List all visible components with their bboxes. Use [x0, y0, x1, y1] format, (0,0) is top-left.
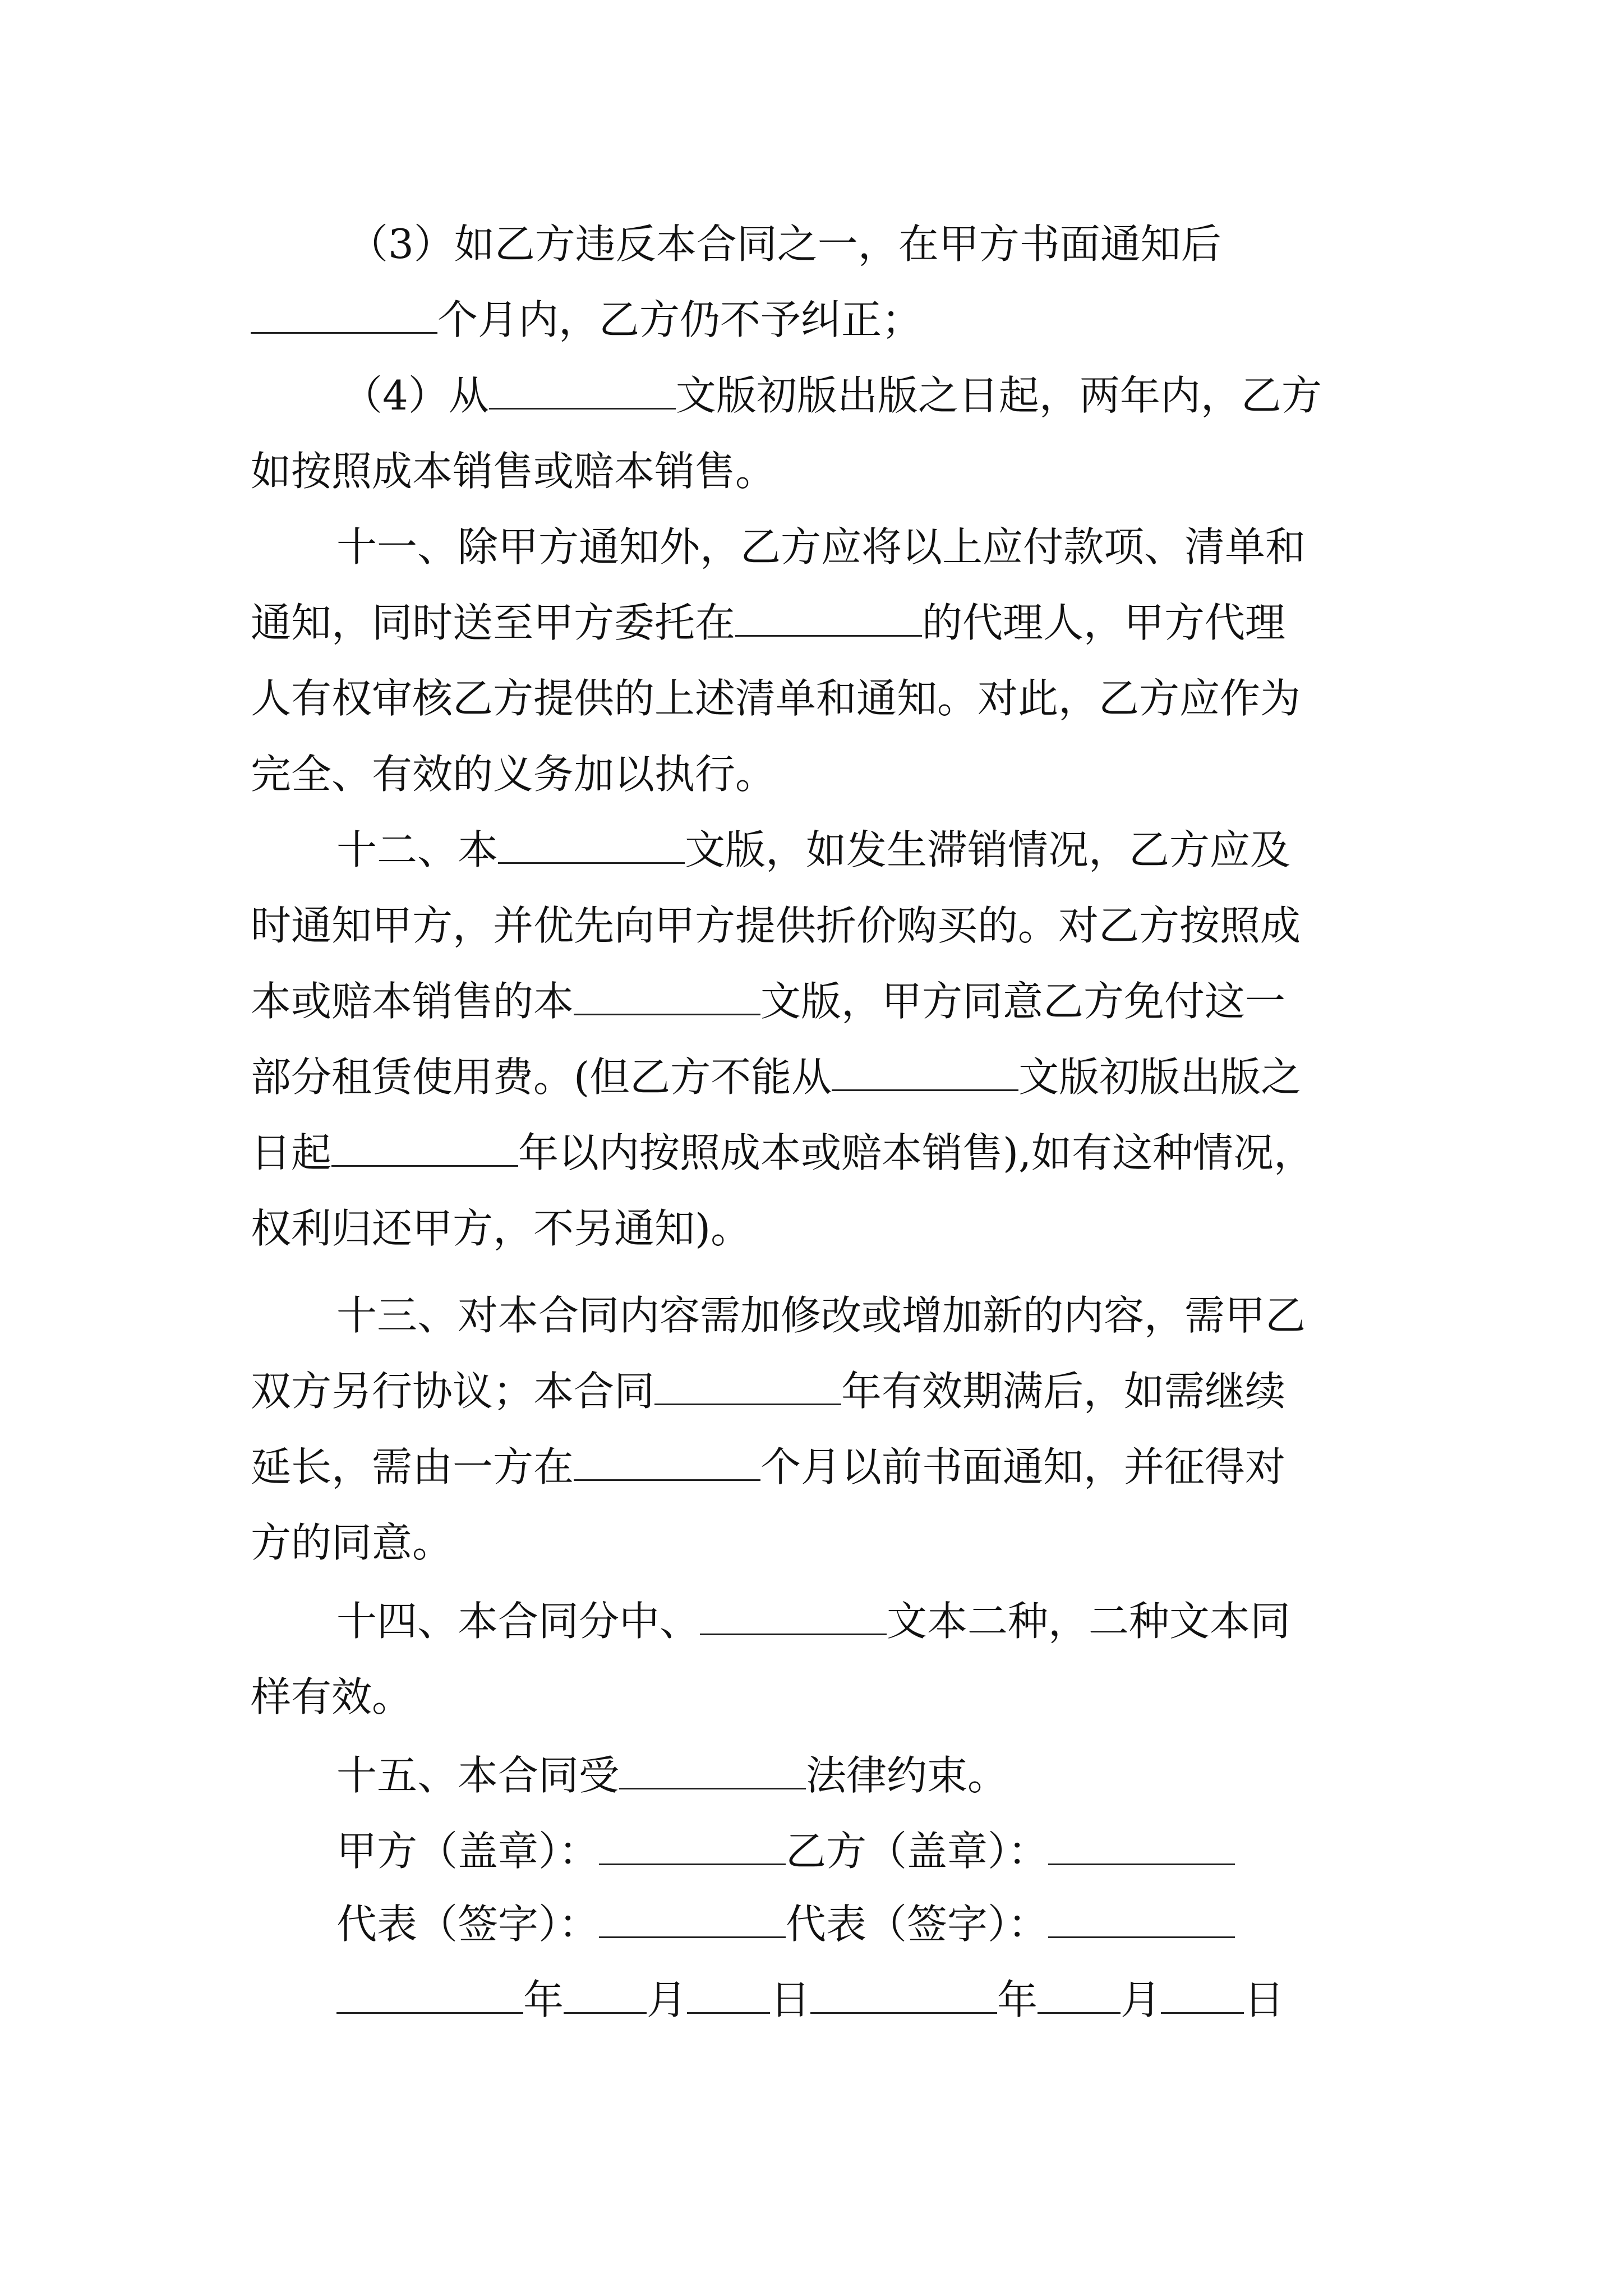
fill-in-blank[interactable] [574, 1448, 760, 1481]
fill-in-blank[interactable] [336, 1981, 523, 2014]
line-text: 日 [770, 1976, 811, 2023]
line-19 [336, 1590, 1374, 1652]
fill-in-blank[interactable] [599, 1905, 786, 1938]
line-text: 年 [997, 1976, 1038, 2023]
fill-in-blank[interactable] [1048, 1905, 1235, 1938]
line-text: 延长，需由一方在 [251, 1443, 574, 1490]
line-text: 年 [523, 1976, 564, 2023]
line-text: 月 [1121, 1976, 1161, 2023]
line-23 [336, 1893, 1374, 1955]
fill-in-blank[interactable] [735, 604, 922, 637]
line-text: 完全、有效的义务加以执行。 [251, 751, 776, 798]
fill-in-blank[interactable] [700, 1602, 887, 1635]
line-text: 年以内按照成本或赔本销售),如有这种情况， [518, 1129, 1314, 1176]
fill-in-blank[interactable] [574, 982, 760, 1015]
fill-in-blank[interactable] [251, 301, 437, 334]
line-text: 文本二种，二种文本同 [887, 1598, 1291, 1645]
line-14 [251, 1198, 1374, 1259]
line-text: 的代理人，甲方代理 [922, 599, 1286, 646]
line-24 [336, 1969, 1374, 2031]
line-18 [251, 1512, 1374, 1573]
line-text: 代表（签字）： [786, 1901, 1049, 1948]
line-2 [251, 289, 1374, 351]
line-text: 日起 [251, 1129, 332, 1176]
line-15 [336, 1285, 1374, 1346]
line-text: （3）如乙方违反本合同之一，在甲方书面通知后 [348, 220, 1221, 268]
line-text: 代表（签字）： [336, 1901, 600, 1948]
fill-in-blank[interactable] [832, 1058, 1018, 1091]
line-text: 人有权审核乙方提供的上述清单和通知。对此，乙方应作为 [251, 675, 1301, 722]
line-11 [251, 970, 1374, 1032]
line-text: 月 [647, 1976, 688, 2023]
fill-in-blank[interactable] [1161, 1981, 1244, 2014]
line-text: 时通知甲方，并优先向甲方提供折价购买的。对乙方按照成 [251, 902, 1301, 949]
fill-in-blank[interactable] [1048, 1832, 1235, 1865]
line-21 [336, 1745, 1374, 1806]
line-text: 年有效期满后，如需继续 [841, 1368, 1286, 1415]
line-text: 样有效。 [251, 1673, 413, 1720]
line-8 [251, 743, 1374, 805]
line-3 [342, 365, 1374, 426]
line-text: 十三、对本合同内容需加修改或增加新的内容，需甲乙 [336, 1292, 1306, 1339]
line-text: 文版初版出版之 [1018, 1053, 1302, 1101]
fill-in-blank[interactable] [331, 1134, 518, 1167]
line-text: 乙方（盖章）： [786, 1828, 1049, 1875]
line-1 [348, 213, 1374, 275]
line-12 [251, 1046, 1374, 1108]
line-text: （4）从 [342, 372, 489, 419]
fill-in-blank[interactable] [1038, 1981, 1121, 2014]
line-text: 个月内，乙方仍不予纠正； [437, 296, 923, 343]
line-text: 日 [1244, 1976, 1285, 2023]
line-22 [336, 1820, 1374, 1882]
line-text: 个月以前书面通知，并征得对 [760, 1443, 1286, 1490]
line-20 [251, 1666, 1374, 1728]
line-text: 文版初版出版之日起，两年内，乙方 [675, 372, 1322, 419]
line-text: 通知，同时送至甲方委托在 [251, 599, 736, 646]
line-text: 如按照成本销售或赔本销售。 [251, 448, 776, 495]
line-text: 文版，如发生滞销情况，乙方应及 [685, 826, 1291, 873]
line-4 [251, 440, 1374, 502]
line-16 [251, 1360, 1374, 1422]
line-text: 本或赔本销售的本 [251, 978, 574, 1025]
line-text: 方的同意。 [251, 1519, 453, 1566]
fill-in-blank[interactable] [654, 1372, 841, 1405]
line-text: 甲方（盖章）： [336, 1828, 600, 1875]
line-text: 十五、本合同受 [336, 1752, 620, 1799]
line-text: 十四、本合同分中、 [336, 1598, 700, 1645]
line-text: 部分租赁使用费。(但乙方不能从 [251, 1053, 832, 1101]
line-5 [336, 516, 1374, 578]
line-10 [251, 895, 1374, 956]
line-6 [251, 592, 1374, 654]
fill-in-blank[interactable] [498, 831, 685, 864]
line-text: 十二、本 [336, 826, 499, 873]
fill-in-blank[interactable] [619, 1756, 806, 1789]
line-17 [251, 1436, 1374, 1498]
line-text: 文版，甲方同意乙方免付这一 [760, 978, 1286, 1025]
line-text: 双方另行协议；本合同 [251, 1368, 655, 1415]
fill-in-blank[interactable] [599, 1832, 786, 1865]
fill-in-blank[interactable] [687, 1981, 770, 2014]
line-text: 权利归还甲方，不另通知)。 [251, 1205, 751, 1252]
fill-in-blank[interactable] [564, 1981, 647, 2014]
line-text: 十一、除甲方通知外，乙方应将以上应付款项、清单和 [336, 523, 1306, 570]
fill-in-blank[interactable] [489, 376, 676, 409]
fill-in-blank[interactable] [810, 1981, 997, 2014]
line-text: 法律约束。 [806, 1752, 1008, 1799]
line-9 [336, 819, 1374, 881]
line-13 [251, 1122, 1374, 1184]
line-7 [251, 668, 1374, 729]
